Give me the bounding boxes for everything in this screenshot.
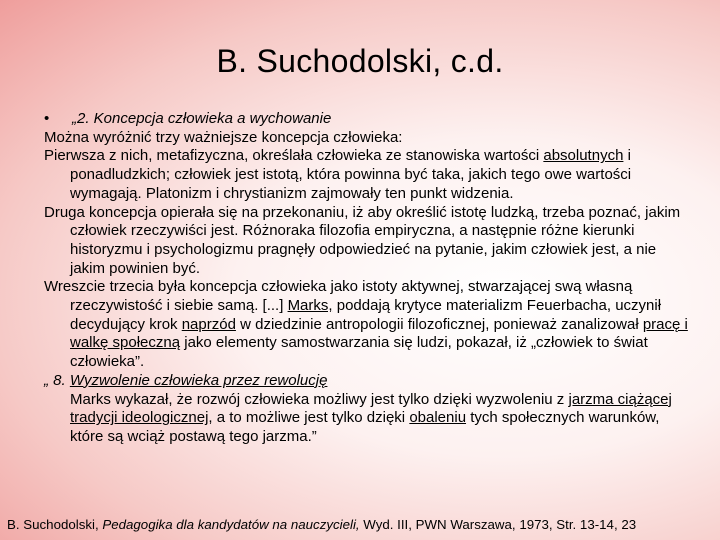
underlined-term: pracę i walkę społeczną — [70, 315, 688, 352]
underlined-term: naprzód — [181, 315, 236, 333]
citation-publication: Wyd. III, PWN Warszawa, 1973, Str. 13-14, 23 — [359, 517, 637, 532]
underlined-term: obaleniu — [409, 409, 467, 427]
slide-body — [44, 110, 694, 447]
text-run: poddają krytyce materializm Feuerbacha, uczynił decydujący krok — [70, 297, 662, 333]
section-8-heading: Wyzwolenie człowieka przez rewolucję — [69, 371, 328, 389]
section-heading: „2. Koncepcja człowieka a wychowanie — [72, 110, 332, 127]
text-run: Pierwsza z nich, metafizyczna, określała człowieka ze stanowiska wartości — [44, 147, 544, 165]
text-run: Wreszcie trzecia była koncepcja człowieka jako istoty aktywnej, stwarzającej swą własną rzeczywistość i siebie samą. [...] — [44, 278, 633, 315]
underlined-term: jarzma ciążącej tradycji ideologicznej — [70, 390, 672, 427]
text-run: jako elementy samostwarzania się ludzi, pokazał, iż „człowiek to świat człowieka”. — [70, 334, 648, 371]
text-run: tych społecznych warunków, które są wciąż postawą tego jarzma.” — [70, 409, 660, 445]
bullet-marker: • — [44, 110, 50, 127]
citation-author: B. Suchodolski, — [7, 517, 103, 532]
slide-title: B. Suchodolski, c.d. — [216, 43, 504, 79]
source-citation — [7, 516, 717, 534]
paragraph-third-concept — [44, 278, 694, 372]
underlined-term: Marks, — [287, 297, 333, 315]
text-run: , a to możliwe jest tylko dzięki — [208, 409, 410, 427]
text-run: i ponadludzkich; człowiek jest istotą, która powinna być taka, jakich tego owe wartości wymagają. Platonizm i chrystianizm zajmowały ten punkt widzenia. — [70, 147, 632, 202]
paragraph-first-concept — [44, 147, 694, 203]
intro-paragraph: Można wyróżnić trzy ważniejsze koncepcja człowieka: — [44, 128, 403, 146]
paragraph-second-concept: Druga koncepcja opierała się na przekonaniu, iż aby określić istotę ludzką, trzeba poznać, jakim człowiek rzeczywiści jest. Różnoraka filozofia empiryczna, a następnie różne kierunki historyzmu i psychologizmu pragnęły odpowiedzieć na pytanie, jakim człowiek jest, a nie jakim powinien być. — [44, 203, 681, 277]
text-run: w dziedzinie antropologii filozoficznej, ponieważ zanalizował — [235, 315, 643, 333]
bullet-heading-line — [44, 110, 694, 129]
paragraph-marx-liberation — [44, 391, 694, 447]
underlined-term: absolutnych — [543, 147, 624, 165]
citation-book-title: Pedagogika dla kandydatów na nauczycieli, — [102, 517, 360, 532]
text-run: Marks wykazał, że rozwój człowieka możliwy jest tylko dzięki wyzwoleniu z — [70, 390, 569, 408]
section-8-prefix: „ 8. — [44, 371, 70, 389]
section-8-heading-line — [44, 372, 694, 391]
